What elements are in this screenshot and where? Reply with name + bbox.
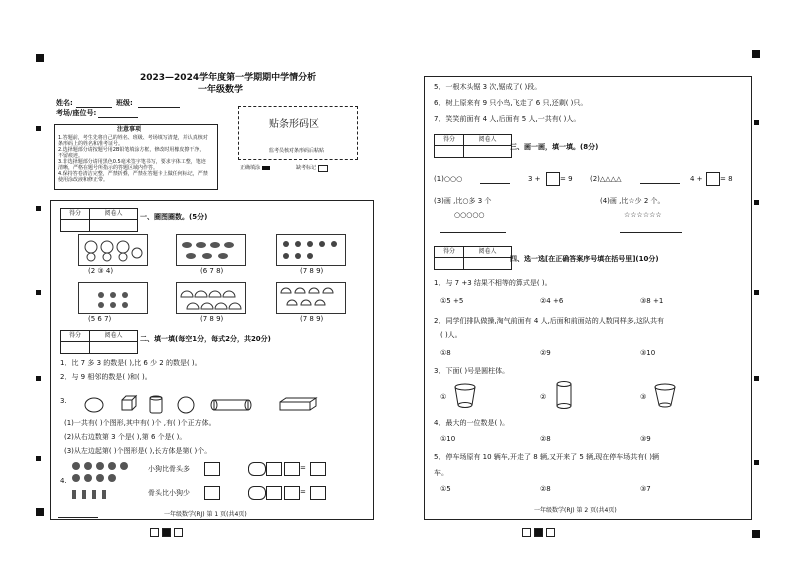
question-2: 2．与 9 相邻的数是( )和( )。: [60, 373, 152, 381]
question-3-number: 3.: [60, 397, 67, 405]
corner-mark: [752, 50, 760, 58]
score-label: 得分: [61, 209, 90, 220]
choice-4-option[interactable]: ①10: [440, 435, 456, 443]
answer-box[interactable]: [266, 486, 282, 500]
reviewer-label: 阅卷人: [464, 135, 511, 146]
page-mark: [534, 528, 543, 537]
page-mark: [522, 528, 531, 537]
class-label: 班级:: [116, 99, 133, 107]
draw-4-instruction: (4)画 ,比☆少 2 个。: [600, 197, 665, 205]
side-mark: [36, 456, 41, 461]
s1-option: (2 ③ 4): [88, 267, 114, 275]
draw-line[interactable]: [440, 232, 506, 233]
footer-line: [58, 517, 98, 518]
draw-line[interactable]: [480, 183, 510, 184]
q4-dogs-more: 小狗比骨头多: [148, 465, 190, 473]
picture-umbrellas: [276, 282, 346, 314]
exam-subtitle: 一年级数学: [198, 85, 244, 95]
choice-5-cont: 车。: [434, 469, 448, 477]
reviewer-label: 阅卷人: [464, 247, 511, 258]
notes-line: 使用涂改液和修正带。: [58, 177, 109, 183]
draw-1-result: = 9: [560, 175, 573, 183]
section2-title: 二、填一填(每空1分，每式2分，共20分): [140, 335, 271, 343]
s1-option: (7 8 9): [300, 315, 324, 323]
choice-3-option[interactable]: ③: [640, 393, 647, 401]
exam-room-label: 考场/座位号:: [56, 109, 97, 117]
section3-title: 三、画一画，填一填。(8分): [510, 143, 599, 151]
choice-5-option[interactable]: ②8: [540, 485, 551, 493]
dogs-bones-picture: [68, 460, 130, 504]
draw-1-circles: (1)○○○: [434, 175, 463, 183]
choice-1-option[interactable]: ②4 +6: [540, 297, 564, 305]
answer-box[interactable]: [284, 486, 300, 500]
picture-fish: [176, 234, 246, 266]
cylinder-shape: [452, 382, 478, 414]
answer-box[interactable]: [706, 172, 720, 186]
page-mark: [162, 528, 171, 537]
page-mark: [174, 528, 183, 537]
score-label: 得分: [61, 331, 90, 342]
answer-box[interactable]: [204, 462, 220, 476]
notes-title: 注意事项: [117, 126, 142, 133]
answer-box[interactable]: [310, 486, 326, 500]
choice-2-option[interactable]: ①8: [440, 349, 451, 357]
shapes-row: [84, 394, 354, 420]
answer-box[interactable]: [266, 462, 282, 476]
side-mark: [36, 126, 41, 131]
draw-3-instruction: (3)画 ,比○多 3 个: [434, 197, 492, 205]
question-3-2: (2)从右边数第 3 个是( ),第 6 个是( )。: [64, 433, 187, 441]
choice-2: 2．同学们排队做操,淘气前面有 4 人,后面和前面站的人数同样多,这队共有: [434, 317, 665, 325]
notes-line: 1.答题前，考生先将自己的姓名、班级、考场填写清楚，并认真核对: [58, 135, 208, 141]
s1-option: (5 6 7): [88, 315, 112, 323]
draw-4-stars: ☆☆☆☆☆☆: [624, 211, 662, 219]
side-mark: [754, 376, 759, 381]
choice-5-option[interactable]: ①5: [440, 485, 451, 493]
side-mark: [754, 120, 759, 125]
question-7: 7．笑笑前面有 4 人,后面有 5 人,一共有( )人。: [434, 115, 581, 123]
answer-oval[interactable]: [248, 486, 266, 500]
choice-2-option[interactable]: ③10: [640, 349, 656, 357]
fill-sample: [262, 166, 270, 170]
choice-5-option[interactable]: ③7: [640, 485, 651, 493]
side-mark: [754, 200, 759, 205]
s1-option: (7 8 9): [300, 267, 324, 275]
section4-title: 四、选一选[在正确答案序号填在括号里](10分): [510, 255, 659, 263]
corner-mark: [36, 508, 44, 516]
choice-5: 5．停车场原有 10 辆车,开走了 8 辆,又开来了 5 辆,现在停车场共有( )辆: [434, 453, 659, 461]
barcode-note: 监考员核对条形码后粘贴: [269, 148, 325, 154]
equals-sign: =: [300, 464, 306, 472]
question-3-3: (3)从左边起第( )个图形是( ),长方体是第( )个。: [64, 447, 212, 455]
cylinder-shape: [554, 380, 574, 414]
page-footer: 一年级数学(RJ) 第 2 页(共4页): [534, 507, 617, 514]
page-footer: 一年级数学(RJ) 第 1 页(共4页): [164, 511, 247, 518]
choice-2-option[interactable]: ②9: [540, 349, 551, 357]
draw-line[interactable]: [640, 183, 680, 184]
side-mark: [754, 290, 759, 295]
section1-title: 一、圈图圈数。(5分): [140, 213, 208, 221]
q4-bones-less: 骨头比小狗少: [148, 489, 190, 497]
score-label: 得分: [435, 135, 464, 146]
score-box: [60, 208, 138, 232]
notes-line: 清晰，严格在题号所指示的答题区域内作答。: [58, 165, 159, 171]
question-6: 6．树上原来有 9 只小鸟,飞走了 6 只,还剩( )只。: [434, 99, 588, 107]
side-mark: [36, 206, 41, 211]
missing-mark-box[interactable]: [318, 165, 328, 172]
picture-bears: [78, 234, 148, 266]
corner-mark: [36, 54, 44, 62]
notes-line: 不留痕迹。: [58, 153, 84, 159]
choice-3: 3．下面( )号是圆柱体。: [434, 367, 510, 375]
question-5: 5．一根木头锯 3 次,锯成了( )段。: [434, 83, 542, 91]
class-field[interactable]: [138, 107, 180, 108]
choice-3-option[interactable]: ①: [440, 393, 447, 401]
answer-oval[interactable]: [248, 462, 266, 476]
draw-2-expr: 4 +: [690, 175, 703, 183]
barcode-label: 贴条形码区: [269, 119, 319, 130]
reviewer-label: 阅卷人: [90, 209, 137, 220]
s1-option: (7 8 9): [200, 315, 224, 323]
name-label: 姓名:: [56, 99, 73, 107]
side-mark: [36, 290, 41, 295]
question-3-1: (1)一共有( )个图形,其中有( )个 ,有( )个正方体。: [64, 419, 216, 427]
choice-2-cont: ( )人。: [440, 331, 462, 339]
draw-3-circles: ○○○○○: [454, 211, 485, 219]
answer-box[interactable]: [284, 462, 300, 476]
draw-2-triangles: (2)△△△△: [590, 175, 622, 183]
missing-mark-label: 缺考标记: [296, 165, 317, 171]
page-mark: [150, 528, 159, 537]
picture-fruit: [78, 282, 148, 314]
correct-fill-label: 正确填涂: [240, 165, 261, 171]
choice-4: 4．最大的一位数是( )。: [434, 419, 510, 427]
equals-sign: =: [300, 488, 306, 496]
notes-line: 2.选择题部分请按题号用2B铅笔填涂方框，修改时用橡皮擦干净，: [58, 147, 205, 153]
score-box: [60, 330, 138, 354]
s1-option: (6 7 8): [200, 267, 224, 275]
choice-1-option[interactable]: ①5 +5: [440, 297, 464, 305]
score-label: 得分: [435, 247, 464, 258]
choice-4-option[interactable]: ③9: [640, 435, 651, 443]
question-1: 1．比 7 多 3 的数是( ),比 6 少 2 的数是( )。: [60, 359, 202, 367]
name-field[interactable]: [76, 107, 112, 108]
draw-1-expr: 3 +: [528, 175, 541, 183]
picture-crabs: [276, 234, 346, 266]
notes-box: [54, 124, 218, 190]
draw-2-result: = 8: [720, 175, 733, 183]
choice-3-option[interactable]: ②: [540, 393, 547, 401]
page-mark: [546, 528, 555, 537]
notes-line: 4.保持答卷清洁完整，严禁折叠，严禁在答题卡上做任何标记，严禁: [58, 171, 208, 177]
choice-1-option[interactable]: ③8 +1: [640, 297, 664, 305]
reviewer-label: 阅卷人: [90, 331, 137, 342]
notes-line: 条形码上的姓名和准考证号。: [58, 141, 124, 147]
answer-box[interactable]: [204, 486, 220, 500]
exam-room-field[interactable]: [98, 117, 138, 118]
question-4-number: 4.: [60, 477, 67, 485]
side-mark: [754, 460, 759, 465]
choice-1: 1．与 7 +3 结果不相等的算式是( )。: [434, 279, 552, 287]
barcode-area: [238, 106, 358, 160]
score-box: [434, 246, 512, 270]
side-mark: [36, 376, 41, 381]
draw-line[interactable]: [620, 232, 682, 233]
exam-title: 2023—2024学年度第一学期期中学情分析: [140, 73, 317, 83]
picture-shells: [176, 282, 246, 314]
answer-box[interactable]: [546, 172, 560, 186]
notes-line: 3.非选择题部分请用黑色0.5毫米签字笔书写，要求字体工整，笔迹: [58, 159, 206, 165]
choice-4-option[interactable]: ②8: [540, 435, 551, 443]
cup-shape: [652, 382, 678, 414]
score-box: [434, 134, 512, 158]
corner-mark: [752, 530, 760, 538]
answer-box[interactable]: [310, 462, 326, 476]
